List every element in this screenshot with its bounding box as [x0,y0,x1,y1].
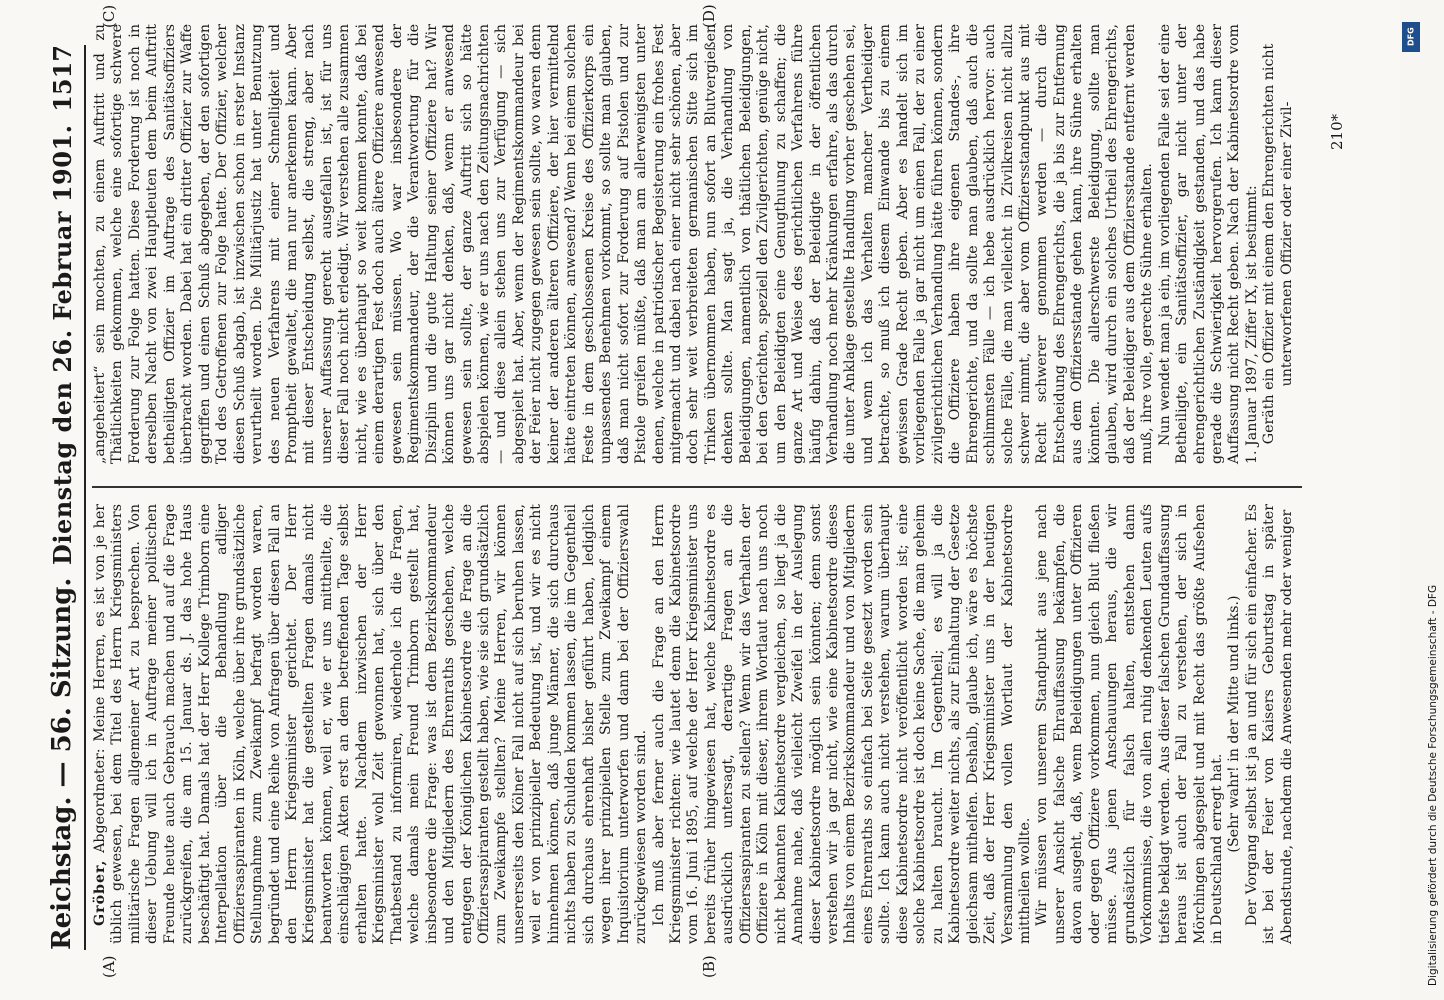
digitization-note: Digitalisierung gefördert durch die Deutsche Forschungsgemeinschaft - DFG [1427,584,1439,986]
right-column [92,24,1312,464]
paragraph: „angeheitert“ sein mochten, zu einem Auftritt und zu Thätlichkeiten gekommen, welche eine sofortige schwere Forderung zur Folge hatten. Diese Forderung ist noch in derselben Nacht von zwei Hauptleuten dem beim Auftritt betheiligten Offizier im Auftrage des Sanitätsoffiziers überbracht worden. Dabei hat ein dritter Offizier zur Waffe gegriffen und einen Schuß abgegeben, der den sofortigen Tod des Getroffenen zur Folge hatte. Der Offizier, welcher diesen Schuß abgab, ist inzwischen schon in erster Instanz verurtheilt worden. Die Militärjustiz hat unter Benutzung des neuen Verfahrens mit einer Schnelligkeit und Promptheit gewaltet, die man nur anerkennen kann. Aber mit dieser Entscheidung selbst, die streng, aber nach unserer Auffassung gerecht ausgefallen ist, ist für uns dieser Fall noch nicht erledigt. Wir verstehen alle zusammen nicht, wie es überhaupt so weit kommen konnte, daß bei einem derartigen Fest doch auch ältere Offiziere anwesend gewesen sein müssen. Wo war insbesondere der Regimentskommandeur, der die Verantwortung für die Disziplin und die gute Haltung seiner Offiziere hat? Wir können uns gar nicht denken, daß, wenn er anwesend gewesen sein sollte, der ganze Auftritt sich so hätte abspielen können, wie er uns nach den Zeitungsnachrichten — und diese allein stehen uns zur Verfügung — sich abgespielt hat. Aber, wenn der Regimentskommandeur bei der Feier nicht zugegen gewesen sein sollte, wo waren denn keiner der anderen älteren Offiziere, der hier vermittelnd hätte eintreten können, anwesend? Wenn bei einem solchen Feste in dem geschlossenen Kreise des Offizierkorps ein unpassendes Benehmen vorkommt, so sollte man glauben, daß man nicht sofort zur Forderung auf Pistolen und zur Pistole greifen müßte, daß man am allerwenigsten unter denen, welche in patriotischer Begeisterung ein frohes Fest mitgemacht und dabei nach einer nicht sehr schönen, aber doch sehr weit verbreiteten germanischen Sitte sich im Trinken übernommen haben, nun sofort an Blutvergießen denken sollte. Man sagt ja, die Verhandlung von Beleidigungen, namentlich von thätlichen Beleidigungen, bei den Gerichten, speziell den Zivilgerichten, genüge nicht, um den Beleidigten eine Genugthuung zu schaffen; die ganze Art und Weise des gerichtlichen Verfahrens führe häufig dahin, daß der Beleidigte in der öffentlichen Verhandlung noch mehr Kränkungen erfahre, als das durch die unter Anklage gestellte Handlung vorher geschehen sei, und wenn ich das Verhalten mancher Vertheidiger betrachte, so muß ich diesem Einwande bis zu einem gewissen Grade Recht geben. Aber es handelt sich im vorliegenden Falle ja gar nicht um einen Fall, der zu einer zivilgerichtlichen Verhandlung hätte führen können, sondern die Offiziere haben ihre eigenen Standes-, ihre Ehrengerichte, und da sollte man glauben, daß auch die schlimmsten Fälle — ich hebe ausdrücklich hervor: auch solche Fälle, die man vielleicht in Zivilkreisen nicht allzu schwer nimmt, die aber vom Offiziersstandpunkt aus mit Recht schwerer genommen werden — durch die Entscheidung des Ehrengerichts, die ja bis zur Entfernung aus dem Offiziersstande gehen kann, ihre Sühne erhalten könnten. Die allerschwerste Beleidigung, sollte man glauben, wird durch ein solches Urtheil des Ehrengerichts, daß der Beleidiger aus dem Offiziersstande entfernt werden muß, ihre volle, gerechte Sühne erhalten. [92,24,1156,464]
page-number: 1517 [47,45,77,112]
speaker-name: Gröber, [92,859,108,926]
column-divider [92,486,1302,488]
header-rule [84,45,86,950]
paragraph: Der Vorgang selbst ist ja an und für sich ein einfacher. Es ist bei der Feier von Kaisers Geburtstag in später Abendstunde, nachdem die Anwesenden mehr oder weniger [1243,504,1295,944]
dfg-logo: DFG [1402,22,1420,52]
header-session: Reichstag. — 56. Sitzung. [47,577,77,950]
margin-marker-c: (C) [100,4,118,28]
left-column [92,504,1312,944]
margin-marker-a: (A) [100,955,118,978]
signature-number: 210* [1328,113,1346,150]
margin-marker-d: (D) [700,4,718,28]
paragraph: Wir müssen von unserem Standpunkt aus jene nach unserer Ansicht falsche Ehrauffassung bekämpfen, die davon ausgeht, daß, wenn Beleidigungen unter Offizieren oder gegen Offiziere vorkommen, nun gleich Blut fließen müsse. Aus jenen Anschauungen heraus, die wir grundsätzlich für falsch halten, entstehen dann Vorkommnisse, die von allen ruhig denkenden Leuten aufs tiefste beklagt werden. Aus dieser falschen Grundauffassung heraus ist auch der Fall zu verstehen, der sich in Mörchingen abgespielt und mit Recht das größte Aufsehen in Deutschland erregt hat. [1034,504,1225,944]
paragraph: Gröber, Abgeordneter: Meine Herren, es ist von je her üblich gewesen, bei dem Titel des Herrn Kriegsministers militärische Fragen allgemeiner Art zu besprechen. Von dieser Uebung will ich in Auftrage meiner politischen Freunde heute auch Gebrauch machen und auf die Frage zurückgreifen, die am 15. Januar ds. J. das hohe Haus beschäftigt hat. Damals hat der Herr Kollege Trimborn eine Interpellation über die Behandlung adliger Offiziersaspiranten in Köln, welche über ihre grundsätzliche Stellungnahme zum Zweikampf befragt worden waren, begründet und eine Reihe von Anfragen über diesen Fall an den Herrn Kriegsminister gerichtet. Der Herr Kriegsminister hat die gestellten Fragen damals nicht beantworten können, weil er, wie er uns mittheilte, die einschlägigen Akten erst an dem betreffenden Tage selbst erhalten hatte. Nachdem inzwischen der Herr Kriegsminister wohl Zeit gewonnen hat, sich über den Thatbestand zu informiren, wiederhole ich die Fragen, welche damals mein Freund Trimborn gestellt hat, insbesondere die Frage: was ist dem Bezirkskommandeur und den Mitgliedern des Ehrenraths geschehen, welche entgegen der Königlichen Kabinetsordre die Frage an die Offiziersaspiranten gestellt haben, wie sie sich grundsätzlich zum Zweikampfe stellten? Meine Herren, wir können unsererseits den Kölner Fall nicht auf sich beruhen lassen, weil er von prinzipieller Bedeutung ist, und wir es nicht hinnehmen können, daß junge Männer, die sich durchaus nichts haben zu Schulden kommen lassen, die im Gegentheil sich durchaus ehrenhaft bisher geführt haben, lediglich wegen ihrer prinzipiellen Stelle zum Zweikampf einem Inquisitorium unterworfen und dann bei der Offizierswahl zurückgewiesen worden sind. [92,504,650,944]
paragraph: Nun wendet man ja ein, im vorliegenden Falle sei der eine Betheiligte, ein Sanitätsoffizier, gar nicht unter der ehrengerichtlichen Zuständigkeit gestanden, und das habe gerade die Schwierigkeit hervorgerufen. Ich kann dieser Auffassung nicht Recht geben. Nach der Kabinetsordre vom 1. Januar 1897, Ziffer IX, ist bestimmt: [1156,24,1260,464]
interjection: (Sehr wahr! in der Mitte und links.) [1226,595,1243,853]
paragraph: Ich muß aber ferner auch die Frage an den Herrn Kriegsminister richten: wie lautet denn die Kabinetsordre vom 16. Juni 1895, auf welche der Herr Kriegsminister uns bereits früher hingewiesen hat, welche Kabinetsordre es ausdrücklich untersagt, derartige Fragen an die Offiziersaspiranten zu stellen? Wenn wir das Verhalten der Offiziere in Köln mit dieser, ihrem Wortlaut nach uns noch nicht bekannten Kabinetsordre vergleichen, so liegt ja die Annahme nahe, daß vielleicht Zweifel in der Auslegung dieser Kabinetsordre möglich sein könnten; denn sonst verstehen wir ja gar nicht, wie eine Kabinetsordre dieses Inhalts von einem Bezirkskommandeur und von Mitgliedern eines Ehrenraths so einfach bei Seite gesetzt worden sein sollte. Ich kann auch nicht verstehen, warum überhaupt diese Kabinetsordre nicht veröffentlicht worden ist; eine solche Kabinetsordre ist doch keine Sache, die man geheim zu halten braucht. Im Gegentheil; es will ja die Kabinetsordre weiter nichts, als zur Einhaltung der Gesetze gleichsam mithelfen. Deshalb, glaube ich, wäre es höchste Zeit, daß der Herr Kriegsminister uns in der heutigen Versammlung den vollen Wortlaut der Kabinetsordre mittheilen wollte. [650,504,1034,944]
page-header [42,45,82,950]
margin-marker-b: (B) [700,955,718,978]
digitization-strip [1400,14,1439,986]
quoted-provision: Geräth ein Offizier mit einem den Ehrengerichten nicht unterworfenen Offizier oder einer Zivil- [1261,43,1295,445]
header-date: Dienstag den 26. Februar 1901. [47,124,77,565]
